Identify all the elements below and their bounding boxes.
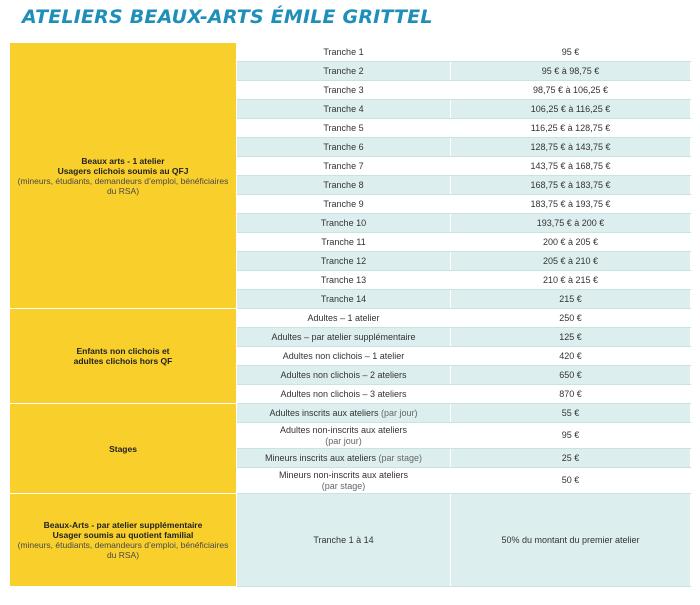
row-label: Tranche 6 <box>237 138 451 157</box>
row-value: 650 € <box>451 366 691 385</box>
row-value: 125 € <box>451 328 691 347</box>
row-value: 200 € à 205 € <box>451 233 691 252</box>
row-label: Tranche 5 <box>237 119 451 138</box>
row-label: Tranche 7 <box>237 157 451 176</box>
table-row <box>10 494 691 587</box>
row-label: Adultes non clichois – 2 ateliers <box>237 366 451 385</box>
row-label-text: Adultes non-inscrits aux ateliers <box>279 424 408 435</box>
row-value: 210 € à 215 € <box>451 271 691 290</box>
row-value: 50% du montant du premier atelier <box>451 494 691 587</box>
row-value: 95 € <box>451 423 691 449</box>
row-label-qualifier: (par jour) <box>325 435 362 446</box>
row-value: 420 € <box>451 347 691 366</box>
row-label <box>237 449 451 468</box>
row-value: 95 € à 98,75 € <box>451 62 691 81</box>
row-label: Tranche 14 <box>237 290 451 309</box>
row-label-qualifier: (par stage) <box>378 452 423 463</box>
category-note: (mineurs, étudiants, demandeurs d’emploi, bénéficiaires du RSA) <box>17 540 229 560</box>
row-label-qualifier: (par jour) <box>381 407 418 418</box>
row-label: Tranche 9 <box>237 195 451 214</box>
row-label <box>237 404 451 423</box>
row-label: Tranche 10 <box>237 214 451 233</box>
row-value: 250 € <box>451 309 691 328</box>
row-label: Tranche 4 <box>237 100 451 119</box>
row-value: 95 € <box>451 43 691 62</box>
category-cell-stages <box>10 404 237 494</box>
row-label: Tranche 3 <box>237 81 451 100</box>
row-value: 98,75 € à 106,25 € <box>451 81 691 100</box>
row-value: 25 € <box>451 449 691 468</box>
row-value: 50 € <box>451 468 691 494</box>
row-value: 143,75 € à 168,75 € <box>451 157 691 176</box>
row-value: 116,25 € à 128,75 € <box>451 119 691 138</box>
row-label: Tranche 1 <box>237 43 451 62</box>
category-title: Beaux-Arts - par atelier supplémentaire <box>43 520 203 530</box>
category-cell-hors-qf <box>10 309 237 404</box>
category-cell-beaux-arts-qfj <box>10 43 237 309</box>
tariff-table <box>9 42 691 587</box>
row-label: Tranche 13 <box>237 271 451 290</box>
category-title: Stages <box>109 443 137 454</box>
row-value: 193,75 € à 200 € <box>451 214 691 233</box>
category-note: (mineurs, étudiants, demandeurs d’emploi, bénéficiaires du RSA) <box>17 175 229 196</box>
category-title: Beaux arts - 1 atelier <box>81 155 165 166</box>
row-value: 205 € à 210 € <box>451 252 691 271</box>
row-value: 106,25 € à 116,25 € <box>451 100 691 119</box>
row-label: Tranche 12 <box>237 252 451 271</box>
row-value: 183,75 € à 193,75 € <box>451 195 691 214</box>
row-value: 870 € <box>451 385 691 404</box>
category-subtitle: Usager soumis au quotient familial <box>52 530 194 540</box>
row-label: Tranche 11 <box>237 233 451 252</box>
row-label: Adultes non clichois – 3 ateliers <box>237 385 451 404</box>
table-row <box>10 43 691 62</box>
category-cell-atelier-supplementaire <box>10 494 237 587</box>
row-label <box>237 468 451 494</box>
table-row <box>10 404 691 423</box>
row-label-text: Adultes inscrits aux ateliers <box>269 407 379 418</box>
category-title: Enfants non clichois et <box>76 346 170 356</box>
row-label: Adultes – par atelier supplémentaire <box>237 328 451 347</box>
row-label-text: Mineurs non-inscrits aux ateliers <box>278 469 409 480</box>
row-value: 168,75 € à 183,75 € <box>451 176 691 195</box>
page-title: ATELIERS BEAUX-ARTS ÉMILE GRITTEL <box>22 6 433 28</box>
row-value: 215 € <box>451 290 691 309</box>
category-subtitle: Usagers clichois soumis au QFJ <box>57 165 189 176</box>
table-row <box>10 309 691 328</box>
row-label: Adultes non clichois – 1 atelier <box>237 347 451 366</box>
category-subtitle: adultes clichois hors QF <box>73 356 173 366</box>
row-label <box>237 423 451 449</box>
row-value: 55 € <box>451 404 691 423</box>
row-label: Tranche 2 <box>237 62 451 81</box>
row-label-text: Mineurs inscrits aux ateliers <box>264 452 376 463</box>
row-label: Tranche 1 à 14 <box>237 494 451 587</box>
row-label-qualifier: (par stage) <box>321 480 366 491</box>
row-label: Adultes – 1 atelier <box>237 309 451 328</box>
row-value: 128,75 € à 143,75 € <box>451 138 691 157</box>
row-label: Tranche 8 <box>237 176 451 195</box>
